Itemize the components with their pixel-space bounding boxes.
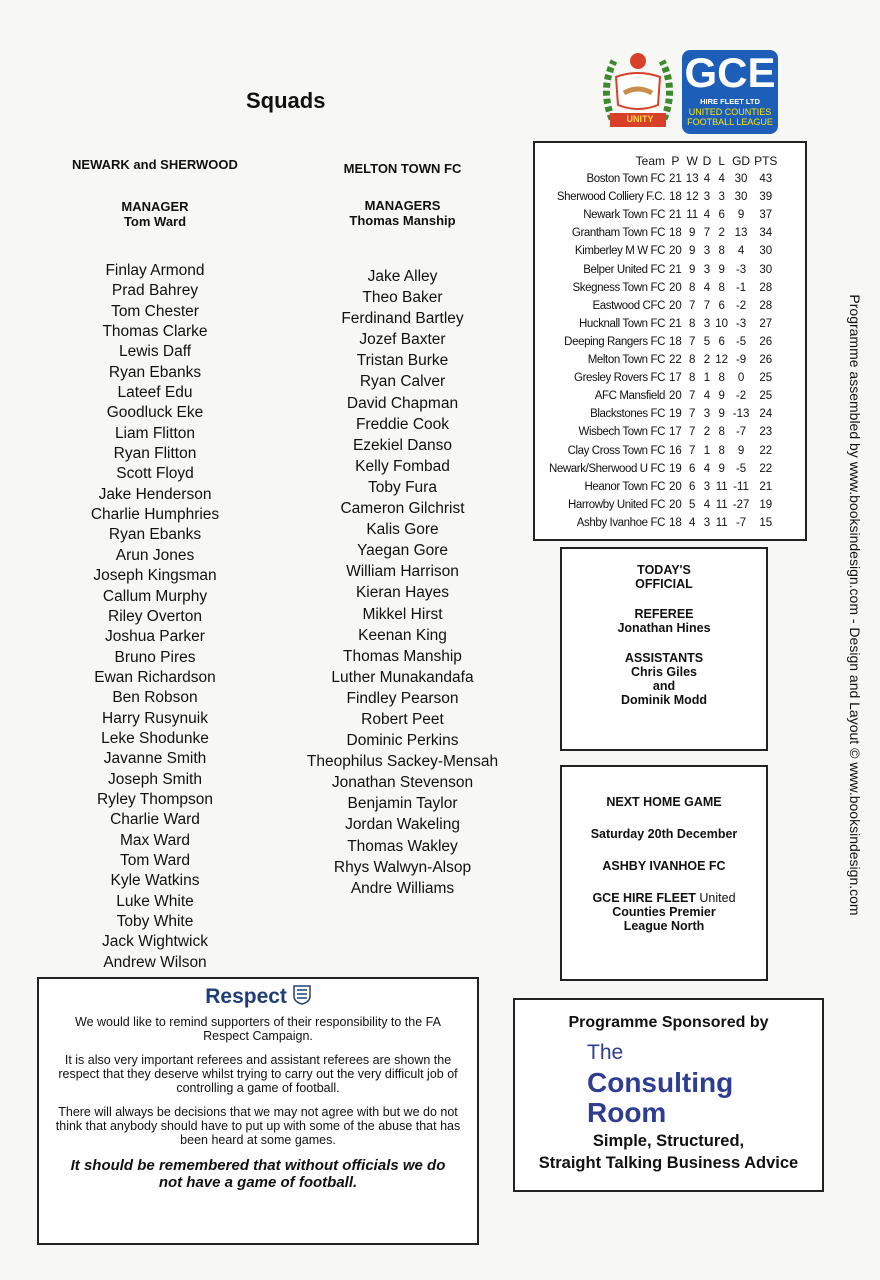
league-stat-cell: 3 xyxy=(703,263,711,276)
home-player: Tom Chester xyxy=(111,302,199,320)
league-stat-cell: 8 xyxy=(718,372,725,385)
home-player: Kyle Watkins xyxy=(110,872,200,890)
sponsor-name-1: The xyxy=(587,1041,624,1064)
league-header-cell: L xyxy=(718,154,725,168)
away-player: Andre Williams xyxy=(350,879,455,897)
league-stat-cell: 11 xyxy=(686,209,699,222)
league-header-cell: PTS xyxy=(754,154,778,168)
league-stat-cell: 10 xyxy=(715,317,729,330)
league-table-row xyxy=(539,333,779,351)
away-player: Luther Munakandafa xyxy=(331,668,474,686)
home-player: Jack Wightwick xyxy=(102,933,208,951)
assistant-1-name: Chris Giles xyxy=(631,665,697,679)
home-player: Ben Robson xyxy=(112,689,198,707)
away-player: Freddie Cook xyxy=(355,415,450,433)
league-team-name: Harrowby United FC xyxy=(568,498,665,511)
league-stat-cell: 9 xyxy=(718,408,725,421)
league-stat-cell: 2 xyxy=(703,354,711,367)
league-table-body xyxy=(539,170,779,532)
away-player: Theo Baker xyxy=(362,289,443,307)
league-stat-cell: -7 xyxy=(735,426,747,439)
league-stat-cell: -27 xyxy=(732,498,750,511)
away-player: Jozef Baxter xyxy=(359,331,446,349)
league-stat-cell: 30 xyxy=(734,191,748,204)
league-stat-cell: 7 xyxy=(703,227,711,240)
league-stat-cell: 7 xyxy=(688,390,696,403)
fa-shield-icon xyxy=(293,985,311,1005)
home-player: Joseph Kingsman xyxy=(93,567,217,585)
away-player: Benjamin Taylor xyxy=(347,795,458,813)
logo-name: GCE xyxy=(684,49,776,96)
league-stat-cell: 21 xyxy=(669,173,682,186)
league-stat-cell: 11 xyxy=(715,480,728,493)
league-table-row xyxy=(539,369,779,387)
away-player: Toby Fura xyxy=(368,478,437,496)
league-stat-cell: 4 xyxy=(703,209,711,222)
league-stat-cell: -1 xyxy=(735,281,747,294)
next-game-league-c: Counties Premier xyxy=(612,905,716,919)
side-credit xyxy=(848,234,862,974)
league-stat-cell: 16 xyxy=(669,444,682,457)
assistants-and: and xyxy=(652,679,676,693)
home-player: Toby White xyxy=(116,913,194,930)
page-title: Squads xyxy=(246,88,326,113)
away-player: Kalis Gore xyxy=(366,521,439,539)
league-stat-cell: 4 xyxy=(703,462,711,475)
home-player: Lewis Daff xyxy=(118,343,192,361)
league-team-name: AFC Mansfield xyxy=(594,390,665,403)
league-stat-cell: 2 xyxy=(718,227,725,240)
sponsor-box xyxy=(513,998,824,1192)
away-player: Ferdinand Bartley xyxy=(341,310,464,328)
league-stat-cell: 9 xyxy=(688,263,696,276)
league-stat-cell: 0 xyxy=(737,372,745,385)
home-player: Lateef Edu xyxy=(117,384,193,402)
home-player: Ryan Flitton xyxy=(113,445,197,463)
league-stat-cell: 18 xyxy=(669,516,682,529)
league-stat-cell: 18 xyxy=(669,227,682,240)
away-player: Theophilus Sackey-Mensah xyxy=(306,753,499,771)
home-player: Liam Flitton xyxy=(114,424,196,442)
league-stat-cell: 8 xyxy=(718,245,725,258)
away-player-list xyxy=(290,266,515,899)
league-stat-cell: 5 xyxy=(703,335,711,348)
league-stat-cell: 9 xyxy=(718,263,725,276)
league-table-row xyxy=(539,405,779,423)
league-stat-cell: 7 xyxy=(688,408,696,421)
sponsor-heading: Programme Sponsored by xyxy=(568,1014,769,1031)
league-stat-cell: 37 xyxy=(759,209,773,222)
league-stat-cell: -5 xyxy=(735,335,747,348)
away-club-name: MELTON TOWN FC xyxy=(343,161,462,176)
away-player: Kieran Hayes xyxy=(355,584,450,602)
league-stat-cell: 11 xyxy=(715,498,728,511)
league-stat-cell: -2 xyxy=(735,299,747,312)
league-stat-cell: 4 xyxy=(737,245,745,258)
league-stat-cell: 3 xyxy=(703,317,711,330)
home-player: Joseph Smith xyxy=(108,770,202,788)
league-team-name: Skegness Town FC xyxy=(572,281,665,294)
league-team-name: Deeping Rangers FC xyxy=(564,335,665,348)
league-stat-cell: 43 xyxy=(759,173,773,186)
league-stat-cell: -7 xyxy=(735,516,747,529)
home-player: Charlie Ward xyxy=(110,811,200,829)
home-player: Ryley Thompson xyxy=(96,790,213,808)
officials-heading-1: TODAY'S xyxy=(637,563,691,577)
officials-heading-2: OFFICIAL xyxy=(635,577,693,591)
league-team-name: Clay Cross Town FC xyxy=(567,444,665,457)
league-header-cell: D xyxy=(702,154,712,168)
league-stat-cell: 3 xyxy=(703,245,711,258)
away-player: Dominic Perkins xyxy=(346,732,459,750)
league-table-row xyxy=(539,460,779,478)
league-team-name: Wisbech Town FC xyxy=(578,426,665,439)
away-player: Jonathan Stevenson xyxy=(331,774,474,792)
league-stat-cell: 4 xyxy=(718,173,725,186)
away-player: David Chapman xyxy=(346,394,459,412)
assistants-label: ASSISTANTS xyxy=(624,651,704,665)
league-stat-cell: 20 xyxy=(669,299,682,312)
league-stat-cell: 19 xyxy=(759,498,773,511)
next-game-date: Saturday 20th December xyxy=(590,827,738,841)
league-stat-cell: 3 xyxy=(703,480,711,493)
league-stat-cell: 4 xyxy=(703,498,711,511)
league-table xyxy=(533,141,807,541)
league-stat-cell: 22 xyxy=(669,354,682,367)
home-player: Bruno Pires xyxy=(114,648,196,666)
officials-box xyxy=(560,547,768,751)
side-credit-text: Programme assembled by www.booksindesign.com - Design and Layout © www.booksindesign.com xyxy=(847,294,863,916)
league-stat-cell: 21 xyxy=(759,480,773,493)
league-stat-cell: 34 xyxy=(759,227,773,240)
respect-paragraph-2: It is also very important referees and assistant referees are shown the respect that they deserve whilst trying to carry out the very difficult job of controlling a game of football. xyxy=(58,1053,458,1095)
league-stat-cell: 20 xyxy=(669,480,682,493)
league-stat-cell: 9 xyxy=(688,245,696,258)
league-stat-cell: 24 xyxy=(759,408,773,421)
league-team-name: Boston Town FC xyxy=(586,173,665,186)
away-player: Mikkel Hirst xyxy=(362,605,443,623)
home-player: Leke Shodunke xyxy=(101,729,209,747)
league-stat-cell: 6 xyxy=(718,299,725,312)
league-stat-cell: 25 xyxy=(759,372,773,385)
next-game-league-d: League North xyxy=(623,919,705,933)
league-stat-cell: 13 xyxy=(685,173,699,186)
league-stat-cell: 28 xyxy=(759,281,773,294)
home-manager-label: MANAGER xyxy=(121,199,189,214)
next-game-league-line-1 xyxy=(562,891,766,905)
away-player: Thomas Wakley xyxy=(347,837,458,855)
league-table-row xyxy=(539,315,779,333)
league-stat-cell: 17 xyxy=(669,426,682,439)
league-stat-cell: -13 xyxy=(732,408,750,421)
league-team-name: Grantham Town FC xyxy=(571,227,665,240)
league-header-cell: Team xyxy=(635,154,665,168)
home-player: Harry Rusynuik xyxy=(102,709,208,727)
league-stat-cell: 30 xyxy=(759,245,773,258)
home-squad xyxy=(40,157,270,973)
home-player: Luke White xyxy=(116,892,194,910)
league-stat-cell: 4 xyxy=(688,516,696,529)
league-stat-cell: -11 xyxy=(733,480,749,493)
sponsor-name-2: Consulting xyxy=(587,1067,734,1098)
league-table-row xyxy=(539,478,779,496)
league-stat-cell: 8 xyxy=(688,354,696,367)
league-stat-cell: 11 xyxy=(715,516,728,529)
home-player: Callum Murphy xyxy=(102,587,208,605)
league-table-row xyxy=(539,442,779,460)
away-player: Jake Alley xyxy=(367,268,438,285)
league-stat-cell: 3 xyxy=(703,191,711,204)
league-header-cell: W xyxy=(686,154,698,168)
league-table-row xyxy=(539,514,779,532)
league-table-row xyxy=(539,188,779,206)
next-home-game-box xyxy=(560,765,768,981)
home-player: Riley Overton xyxy=(108,607,202,625)
home-player: Thomas Clarke xyxy=(102,323,208,341)
league-stat-cell: 20 xyxy=(669,245,682,258)
league-team-name: Sherwood Colliery F.C. xyxy=(556,191,665,204)
league-table-row xyxy=(539,387,779,405)
league-stat-cell: 3 xyxy=(703,516,711,529)
away-player: Tristan Burke xyxy=(356,352,449,370)
home-player: Finlay Armond xyxy=(105,262,205,279)
next-game-league-b: United xyxy=(699,891,736,905)
league-stat-cell: -5 xyxy=(735,462,747,475)
league-stat-cell: 20 xyxy=(669,281,682,294)
away-player: Ezekiel Danso xyxy=(352,436,453,454)
sponsor-tagline-1: Simple, Structured, xyxy=(592,1132,745,1150)
league-stat-cell: 13 xyxy=(734,227,748,240)
away-player: Thomas Manship xyxy=(343,647,462,665)
league-stat-cell: 6 xyxy=(688,462,696,475)
league-stat-cell: -9 xyxy=(735,354,747,367)
league-stat-cell: 39 xyxy=(759,191,773,204)
home-player: Arun Jones xyxy=(115,546,195,564)
next-game-opponent: ASHBY IVANHOE FC xyxy=(602,859,726,873)
league-team-name: Melton Town FC xyxy=(587,354,665,367)
league-stat-cell: 8 xyxy=(718,426,725,439)
league-team-name: Newark/Sherwood U FC xyxy=(549,462,665,475)
league-stat-cell: -3 xyxy=(735,263,747,276)
league-stat-cell: 8 xyxy=(688,281,696,294)
away-player: Keenan King xyxy=(358,626,447,644)
league-stat-cell: 6 xyxy=(718,209,725,222)
respect-heading xyxy=(39,985,477,1009)
away-player: Findley Pearson xyxy=(346,689,459,707)
league-stat-cell: 9 xyxy=(737,209,745,222)
league-stat-cell: 2 xyxy=(703,426,711,439)
league-stat-cell: 7 xyxy=(688,444,696,457)
league-stat-cell: 8 xyxy=(718,281,725,294)
league-stat-cell: 28 xyxy=(759,299,773,312)
league-stat-cell: 12 xyxy=(715,354,729,367)
league-stat-cell: 27 xyxy=(759,317,773,330)
league-stat-cell: 23 xyxy=(759,426,773,439)
league-team-name: Belper United FC xyxy=(583,263,665,276)
league-stat-cell: 20 xyxy=(669,390,682,403)
league-table-row xyxy=(539,224,779,242)
league-stat-cell: 22 xyxy=(759,462,773,475)
league-table-row xyxy=(539,170,779,188)
league-stat-cell: 8 xyxy=(688,372,696,385)
league-stat-cell: 26 xyxy=(759,354,773,367)
home-player: Ryan Ebanks xyxy=(108,526,202,544)
league-team-name: Ashby Ivanhoe FC xyxy=(576,516,665,529)
league-stat-cell: 21 xyxy=(669,263,682,276)
home-manager-name: Tom Ward xyxy=(123,214,187,229)
logo-line2: UNITED COUNTIES xyxy=(688,107,772,117)
logo-line3: FOOTBALL LEAGUE xyxy=(687,117,773,127)
away-player: Kelly Fombad xyxy=(355,457,450,475)
home-player: Andrew Wilson xyxy=(103,953,207,971)
league-stat-cell: 4 xyxy=(703,390,711,403)
respect-box xyxy=(37,977,479,1245)
league-stat-cell: 9 xyxy=(718,462,725,475)
league-stat-cell: 5 xyxy=(688,498,696,511)
away-player: William Harrison xyxy=(346,563,459,581)
respect-paragraph-3: There will always be decisions that we may not agree with but we do not think that anybody should have to put up with some of the abuse that has been heard at some games. xyxy=(55,1105,461,1147)
away-manager-label: MANAGERS xyxy=(364,198,441,213)
league-stat-cell: 3 xyxy=(703,408,711,421)
league-table-header xyxy=(539,152,779,170)
league-stat-cell: 7 xyxy=(688,299,696,312)
home-player: Charlie Humphries xyxy=(90,506,220,524)
league-table-row xyxy=(539,242,779,260)
league-stat-cell: 7 xyxy=(703,299,711,312)
league-stat-cell: 20 xyxy=(669,498,682,511)
league-table-row xyxy=(539,261,779,279)
league-stat-cell: 6 xyxy=(688,480,696,493)
league-stat-cell: 19 xyxy=(669,462,682,475)
league-header-cell: GD xyxy=(732,154,751,168)
league-stat-cell: 21 xyxy=(669,317,682,330)
referee-label: REFEREE xyxy=(634,607,694,621)
home-player: Goodluck Eke xyxy=(106,404,204,422)
home-player: Jake Henderson xyxy=(98,485,212,503)
away-player: Jordan Wakeling xyxy=(345,816,460,834)
league-stat-cell: 4 xyxy=(703,281,711,294)
away-manager-name: Thomas Manship xyxy=(349,213,456,228)
league-team-name: Blackstones FC xyxy=(590,408,665,421)
away-player: Cameron Gilchrist xyxy=(340,500,465,518)
home-player: Ewan Richardson xyxy=(94,668,216,686)
home-player: Prad Bahrey xyxy=(111,282,199,300)
league-team-name: Eastwood CFC xyxy=(592,299,665,312)
home-club-name: NEWARK and SHERWOOD xyxy=(72,157,238,172)
away-squad xyxy=(290,161,515,899)
league-stat-cell: -3 xyxy=(735,317,747,330)
sponsor-name-3: Room xyxy=(587,1097,667,1128)
home-player: Joshua Parker xyxy=(105,628,205,646)
league-table-row xyxy=(539,423,779,441)
league-table-row xyxy=(539,206,779,224)
away-player: Ryan Calver xyxy=(359,373,446,391)
league-stat-cell: 1 xyxy=(703,444,711,457)
respect-closing-statement: It should be remembered that without officials we do not have a game of football. xyxy=(70,1157,446,1191)
league-team-name: Gresley Rovers FC xyxy=(574,372,665,385)
league-stat-cell: 4 xyxy=(703,173,711,186)
league-table-row xyxy=(539,351,779,369)
league-stat-cell: 8 xyxy=(718,444,725,457)
league-stat-cell: 15 xyxy=(759,516,773,529)
league-logo xyxy=(596,47,782,135)
league-stat-cell: 18 xyxy=(669,191,682,204)
home-player: Scott Floyd xyxy=(116,465,194,483)
referee-name: Jonathan Hines xyxy=(617,621,711,635)
league-stat-cell: 7 xyxy=(688,335,696,348)
home-player-list xyxy=(40,261,270,973)
league-stat-cell: 22 xyxy=(759,444,773,457)
league-stat-cell: 1 xyxy=(703,372,711,385)
league-stat-cell: 9 xyxy=(737,444,745,457)
league-stat-cell: 9 xyxy=(688,227,696,240)
league-stat-cell: 30 xyxy=(759,263,773,276)
home-player: Max Ward xyxy=(119,831,191,849)
sponsor-logo xyxy=(587,1038,822,1128)
logo-line1: HIRE FLEET LTD xyxy=(700,97,760,106)
league-stat-cell: 3 xyxy=(718,191,725,204)
league-stat-cell: 9 xyxy=(718,390,725,403)
league-stat-cell: 18 xyxy=(669,335,682,348)
league-team-name: Hucknall Town FC xyxy=(578,317,665,330)
league-stat-cell: 6 xyxy=(718,335,725,348)
home-player: Tom Ward xyxy=(119,851,191,869)
respect-paragraph-1: We would like to remind supporters of their responsibility to the FA Respect Campaign. xyxy=(75,1015,441,1043)
league-stat-cell: 8 xyxy=(688,317,696,330)
league-table-row xyxy=(539,297,779,315)
league-table-row xyxy=(539,279,779,297)
away-player: Robert Peet xyxy=(361,710,444,728)
away-player: Yaegan Gore xyxy=(356,542,449,560)
crest-banner-text: UNITY xyxy=(626,114,654,124)
home-player: Ryan Ebanks xyxy=(108,363,202,381)
away-player: Rhys Walwyn-Alsop xyxy=(333,858,472,876)
league-team-name: Newark Town FC xyxy=(583,209,665,222)
next-game-league-a: GCE HIRE FLEET xyxy=(592,891,696,905)
sponsor-tagline-2: Straight Talking Business Advice xyxy=(538,1154,799,1172)
league-stat-cell: 26 xyxy=(759,335,773,348)
league-stat-cell: -2 xyxy=(735,390,747,403)
league-stat-cell: 12 xyxy=(685,191,699,204)
league-stat-cell: 7 xyxy=(688,426,696,439)
league-header-cell: P xyxy=(671,154,680,168)
next-game-heading: NEXT HOME GAME xyxy=(606,795,722,809)
league-team-name: Kimberley M W FC xyxy=(574,245,665,258)
league-stat-cell: 25 xyxy=(759,390,773,403)
home-player: Javanne Smith xyxy=(103,750,207,768)
league-stat-cell: 30 xyxy=(734,173,748,186)
league-team-name: Heanor Town FC xyxy=(584,480,665,493)
league-stat-cell: 17 xyxy=(669,372,682,385)
respect-title: Respect xyxy=(205,985,287,1008)
league-stat-cell: 21 xyxy=(669,209,682,222)
assistant-2-name: Dominik Modd xyxy=(620,693,708,707)
league-table-row xyxy=(539,496,779,514)
league-stat-cell: 19 xyxy=(669,408,682,421)
